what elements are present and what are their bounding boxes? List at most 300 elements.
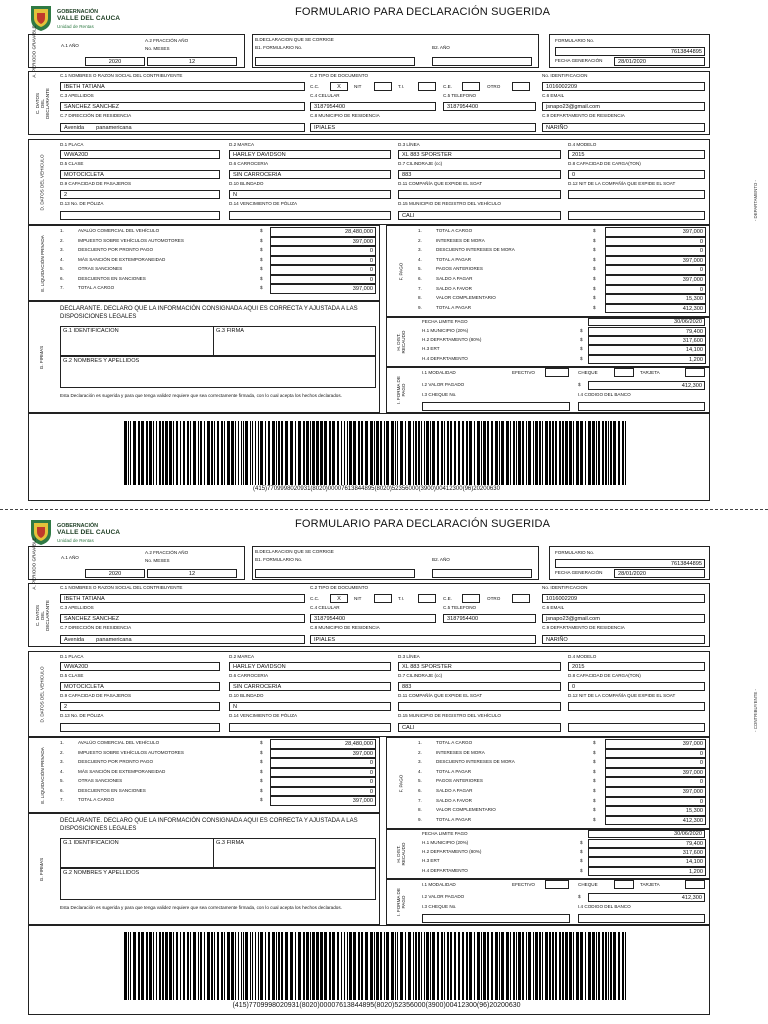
cilindraje-field[interactable]: 883 [398, 682, 561, 691]
barcode-bar [605, 421, 607, 485]
mun-reg-field[interactable]: CALI [398, 723, 561, 732]
apellidos-field[interactable]: SANCHEZ SANCHEZ [60, 614, 305, 623]
depto-field[interactable]: NARIÑO [542, 123, 705, 132]
barcode-bar [432, 421, 435, 485]
pago-row [418, 797, 706, 807]
barcode-bar [176, 421, 178, 485]
row-number: 7. [418, 797, 422, 803]
nit-label: NIT [354, 596, 362, 601]
row-number: 6. [418, 276, 422, 281]
telefono-field[interactable]: 3187954400 [443, 102, 536, 111]
row-number: 3. [418, 759, 422, 765]
mun-reg-label: D.15 MUNICIPIO DE REGISTRO DEL VEHÍCULO [398, 201, 501, 206]
municipio-label: C.8 MUNICIPIO DE RESIDENCIA [310, 113, 380, 118]
meses-label: No. MESES [145, 558, 170, 563]
cheque-no-field[interactable] [422, 914, 570, 923]
barcode-bar [510, 421, 511, 485]
barcode-bar [245, 932, 248, 1000]
barcode-bar [221, 421, 223, 485]
row-number: 2. [418, 237, 422, 243]
email-field[interactable]: jsnapo23@gmail.com [542, 614, 705, 623]
barcode-bar [418, 421, 420, 485]
barcode-bar [622, 932, 624, 1000]
barcode-bar [204, 932, 205, 1000]
currency-sign: $ [580, 849, 583, 855]
barcode-bar [391, 932, 394, 1000]
tarjeta-checkbox[interactable] [685, 368, 705, 377]
otro-checkbox[interactable] [512, 82, 530, 91]
ce-label: C.E. [443, 84, 452, 89]
row-value[interactable]: 79,400 [588, 327, 706, 336]
fraccion-label: A.2 FRACCIÓN AÑO [145, 550, 189, 555]
row-value[interactable]: 397,000 [270, 749, 376, 759]
row-value[interactable]: 0 [605, 749, 706, 759]
barcode-bar [250, 932, 251, 1000]
barcode-bar [518, 421, 521, 485]
pasajeros-field[interactable]: 2 [60, 702, 220, 711]
form-copy-department [0, 0, 768, 505]
pasajeros-field[interactable]: 2 [60, 190, 220, 199]
barcode-bar [149, 932, 152, 1000]
cheque-checkbox[interactable] [614, 368, 634, 377]
row-value[interactable]: 0 [605, 246, 706, 256]
recaudo-row [422, 857, 706, 866]
efectivo-checkbox[interactable] [545, 368, 569, 377]
cheque-no-field[interactable] [422, 402, 570, 411]
barcode-bar [424, 932, 425, 1000]
barcode-bar [384, 421, 385, 485]
soat-field[interactable] [398, 702, 561, 711]
barcode-bar [462, 932, 464, 1000]
recaudo-row [422, 336, 706, 345]
row-value[interactable]: 15,300 [605, 294, 706, 304]
cc-checkbox[interactable]: X [330, 82, 348, 91]
row-number: 6. [60, 275, 64, 281]
barcode-bar [133, 932, 136, 1000]
mun-reg-extra-field[interactable] [568, 211, 705, 220]
poliza-field[interactable] [60, 211, 220, 220]
apellidos-field[interactable]: SANCHEZ SANCHEZ [60, 102, 305, 111]
nit-soat-field[interactable] [568, 702, 705, 711]
barcode-bar [316, 932, 319, 1000]
row-value[interactable]: 0 [270, 777, 376, 787]
row-value[interactable]: 79,400 [588, 839, 706, 848]
row-value[interactable]: 0 [270, 265, 376, 275]
direccion-field[interactable]: Avenida panamericana [60, 635, 305, 644]
currency-sign: $ [593, 788, 596, 793]
linea-field[interactable]: XL 883 SPORSTER [398, 662, 561, 671]
barcode-bar [555, 421, 557, 485]
nombres-field[interactable]: IBETH TATIANA [60, 594, 305, 603]
nit-checkbox[interactable] [374, 82, 392, 91]
email-label: C.6 EMAIL [542, 605, 565, 610]
row-value[interactable]: 397,000 [605, 256, 706, 266]
row-value[interactable]: 0 [270, 787, 376, 797]
telefono-label: C.5 TELEFONO [443, 93, 477, 98]
nit-soat-label: D.12 NIT DE LA COMPAÑÍA QUE EXPIDE EL SOAT [568, 693, 676, 698]
clase-field[interactable]: MOTOCICLETA [60, 170, 220, 179]
row-label: IMPUESTO SOBRE VEHÍCULOS AUTOMOTORES [78, 749, 184, 755]
row-label: MÁS SANCIÓN DE EXTEMPORANEIDAD [78, 768, 166, 774]
barcode-bar [506, 932, 509, 1000]
row-value[interactable]: 0 [270, 256, 376, 266]
nit-soat-field[interactable] [568, 190, 705, 199]
row-value[interactable]: 1,200 [588, 355, 706, 364]
mun-reg-extra-field[interactable] [568, 723, 705, 732]
currency-sign: $ [260, 797, 263, 802]
currency-sign: $ [260, 247, 263, 252]
barcode-bar [405, 932, 406, 1000]
currency-sign: $ [593, 749, 596, 755]
valor-pagado-field[interactable]: 412,300 [588, 381, 705, 390]
barcode-bar [501, 932, 504, 1000]
row-value[interactable]: 14,100 [588, 857, 706, 866]
celular-field[interactable]: 3187954400 [310, 102, 436, 111]
barcode-bar [281, 932, 283, 1000]
barcode-bar [306, 932, 309, 1000]
barcode-bar [200, 421, 202, 485]
g1-label: G.1 IDENTIFICACION [63, 328, 119, 334]
row-label: INTERESES DE MORA [436, 237, 485, 243]
ident-field[interactable]: 1016002209 [542, 82, 705, 91]
row-value[interactable]: 0 [605, 758, 706, 768]
row-value[interactable]: 28,480,000 [270, 227, 376, 237]
row-value[interactable]: 14,100 [588, 345, 706, 354]
barcode-bar [376, 421, 379, 485]
b2-field[interactable] [432, 569, 532, 578]
liquidacion-row [60, 768, 376, 778]
efectivo-checkbox[interactable] [545, 880, 569, 889]
barcode-bar [252, 932, 253, 1000]
section-g-label: G. FIRMAS [39, 345, 45, 369]
row-value[interactable]: 0 [605, 285, 706, 295]
barcode-bar [450, 421, 452, 485]
barcode-bar [128, 932, 129, 1000]
depto-field[interactable]: NARIÑO [542, 635, 705, 644]
barcode-bar [156, 421, 157, 485]
cheque-no-label: I.3 CHEQUE No. [422, 392, 457, 397]
barcode-bar [487, 932, 489, 1000]
row-value[interactable]: 317,600 [588, 336, 706, 345]
barcode-bar [207, 932, 210, 1000]
ti-checkbox[interactable] [418, 82, 436, 91]
email-field[interactable]: jsnapo23@gmail.com [542, 102, 705, 111]
barcode-bar [458, 932, 460, 1000]
row-value[interactable]: 0 [270, 246, 376, 256]
row-label: DESCUENTO INTERESES DE MORA [436, 759, 515, 765]
row-value[interactable]: 0 [605, 797, 706, 807]
barcode-bar [268, 421, 270, 485]
row-value[interactable]: 397,000 [270, 796, 376, 806]
barcode-bar [618, 932, 620, 1000]
nit-checkbox[interactable] [374, 594, 392, 603]
blindado-field[interactable]: N [229, 702, 391, 711]
section-e-label: E. LIQUIDACIÓN PRIVADA [39, 746, 45, 804]
row-number: 5. [60, 778, 64, 783]
carroceria-label: D.6 CARROCERIA [229, 161, 269, 166]
valor-pagado-field[interactable]: 412,300 [588, 893, 705, 902]
barcode-bar [169, 421, 172, 485]
barcode-bar [384, 932, 385, 1000]
barcode-bar [506, 421, 509, 485]
gov-line2: VALLE DEL CAUCA [57, 529, 121, 536]
liquidacion-row [60, 275, 376, 285]
barcode-bar [613, 932, 616, 1000]
currency-sign: $ [593, 304, 596, 310]
anio-field[interactable]: 2020 [85, 569, 145, 578]
tipo-doc-label: C.2 TIPO DE DOCUMENTO [310, 585, 369, 590]
cheque-checkbox[interactable] [614, 880, 634, 889]
ti-checkbox[interactable] [418, 594, 436, 603]
barcode-bar [559, 421, 561, 485]
row-value[interactable]: 397,000 [270, 284, 376, 294]
gov-line3: Unidad de Rentas [57, 538, 94, 543]
row-value[interactable]: 317,600 [588, 848, 706, 857]
row-label: H.2 DEPARTAMENTO (80%) [422, 337, 482, 343]
blindado-field[interactable]: N [229, 190, 391, 199]
currency-sign: $ [593, 285, 596, 291]
row-value[interactable]: 397,000 [605, 768, 706, 778]
clase-label: D.5 CLASE [60, 161, 84, 166]
currency-sign: $ [260, 228, 263, 233]
barcode-bar [450, 932, 452, 1000]
cilindraje-field[interactable]: 883 [398, 170, 561, 179]
row-label: TOTAL A CARGO [436, 740, 473, 745]
barcode-bar [380, 932, 382, 1000]
row-value[interactable]: 0 [270, 758, 376, 768]
barcode-bar [238, 421, 239, 485]
formulario-field[interactable]: 7613844895 [555, 559, 705, 568]
form-copy-contributor [0, 514, 768, 1019]
marca-label: D.2 MARCA [229, 142, 255, 147]
nombres-field[interactable]: IBETH TATIANA [60, 82, 305, 91]
currency-sign: $ [260, 787, 263, 793]
barcode-bar [596, 932, 597, 1000]
ident-field[interactable]: 1016002209 [542, 594, 705, 603]
barcode-bar [324, 932, 327, 1000]
barcode-bar [426, 421, 429, 485]
row-value[interactable]: 397,000 [605, 227, 706, 237]
barcode-bar [245, 421, 248, 485]
row-value[interactable]: 0 [605, 237, 706, 247]
barcode-bar [347, 421, 348, 485]
row-number: 7. [60, 285, 64, 290]
row-label: DESCUENTO INTERESES DE MORA [436, 247, 515, 253]
barcode-bar [569, 421, 572, 485]
row-label: AVALÚO COMERCIAL DEL VEHÍCULO [78, 228, 160, 233]
barcode-bar [374, 932, 375, 1000]
venc-field[interactable] [229, 211, 391, 220]
fecha-gen-field[interactable]: 28/01/2020 [614, 569, 705, 578]
venc-field[interactable] [229, 723, 391, 732]
tarjeta-checkbox[interactable] [685, 880, 705, 889]
barcode-bar [499, 932, 500, 1000]
b1-field[interactable] [255, 57, 415, 66]
pago-row [418, 739, 706, 749]
currency-sign: $ [260, 740, 263, 745]
pago-row [418, 304, 706, 314]
fecha-limite-field[interactable]: 30/06/2020 [588, 830, 705, 838]
recaudo-row [422, 345, 706, 354]
valor-currency: $ [578, 894, 581, 899]
mun-reg-field[interactable]: CALI [398, 211, 561, 220]
meses-field[interactable]: 12 [147, 57, 237, 66]
placa-label: D.1 PLACA [60, 654, 84, 659]
formulario-field[interactable]: 7613844895 [555, 47, 705, 56]
marca-field[interactable]: HARLEY DAVIDSON [229, 662, 391, 671]
row-value[interactable]: 397,000 [605, 739, 706, 749]
barcode-bar [391, 421, 394, 485]
banco-field[interactable] [578, 402, 705, 411]
linea-label: D.3 LÍNEA [398, 654, 420, 659]
liquidacion-row [60, 284, 376, 294]
marca-label: D.2 MARCA [229, 654, 255, 659]
barcode-bar [358, 421, 360, 485]
g2-label: G.2 NOMBRES Y APELLIDOS [63, 358, 140, 364]
cc-checkbox[interactable]: X [330, 594, 348, 603]
modelo-field[interactable]: 2015 [568, 662, 705, 671]
barcode-bar [481, 932, 482, 1000]
row-value[interactable]: 0 [605, 265, 706, 275]
row-number: 9. [418, 304, 422, 310]
row-value[interactable]: 28,480,000 [270, 739, 376, 749]
liquidacion-row [60, 739, 376, 749]
barcode-bar [310, 932, 311, 1000]
meses-field[interactable]: 12 [147, 569, 237, 578]
banco-field[interactable] [578, 914, 705, 923]
placa-field[interactable]: WWA20D [60, 150, 220, 159]
barcode-bar [542, 421, 543, 485]
row-label: SALDO A PAGAR [436, 276, 473, 281]
barcode-bar [329, 421, 331, 485]
fecha-gen-label: FECHA GENERACIÓN [555, 58, 603, 63]
municipio-field[interactable]: IPIALES [310, 123, 536, 132]
barcode-bar [408, 421, 411, 485]
barcode-bar [573, 932, 574, 1000]
row-value[interactable]: 0 [270, 768, 376, 778]
carroceria-field[interactable]: SIN CARROCERIA [229, 170, 391, 179]
barcode-bar [295, 932, 296, 1000]
section-c-label: C. DATOS DEL DECLARANTE [34, 599, 50, 631]
row-value[interactable]: 1,200 [588, 867, 706, 876]
ce-checkbox[interactable] [462, 82, 480, 91]
row-value[interactable]: 397,000 [605, 275, 706, 285]
currency-sign: $ [593, 247, 596, 253]
barcode-bar [241, 932, 242, 1000]
barcode-bar [361, 932, 363, 1000]
soat-field[interactable] [398, 190, 561, 199]
row-value[interactable]: 15,300 [605, 806, 706, 816]
row-label: H.3 ERT [422, 858, 440, 864]
modelo-label: D.4 MODELO [568, 142, 597, 147]
barcode-bar [146, 421, 148, 485]
row-value[interactable]: 412,300 [605, 816, 706, 826]
barcode-bar [165, 932, 168, 1000]
barcode-bar [153, 932, 154, 1000]
fecha-gen-field[interactable]: 28/01/2020 [614, 57, 705, 66]
barcode-bar [221, 932, 223, 1000]
modelo-field[interactable]: 2015 [568, 150, 705, 159]
row-label: DESCUENTO POR PRONTO PAGO [78, 247, 154, 252]
poliza-field[interactable] [60, 723, 220, 732]
clase-label: D.5 CLASE [60, 673, 84, 678]
telefono-field[interactable]: 3187954400 [443, 614, 536, 623]
barcode-text: (415)7709998020931(8020)00007613844895(8020)52356000(3900)00412300(96)20200630 [253, 486, 500, 492]
placa-label: D.1 PLACA [60, 142, 84, 147]
form-title: FORMULARIO PARA DECLARACIÓN SUGERIDA [295, 6, 551, 18]
ce-checkbox[interactable] [462, 594, 480, 603]
barcode-bar [190, 421, 191, 485]
row-value[interactable]: 397,000 [605, 787, 706, 797]
barcode-bar [227, 421, 230, 485]
liquidacion-row [60, 256, 376, 266]
placa-field[interactable]: WWA20D [60, 662, 220, 671]
barcode-bar [613, 421, 616, 485]
fecha-limite-field[interactable]: 30/06/2020 [588, 318, 705, 326]
anio-field[interactable]: 2020 [85, 57, 145, 66]
row-label: MÁS SANCIÓN DE EXTEMPORANEIDAD [78, 256, 166, 262]
municipio-field[interactable]: IPIALES [310, 635, 536, 644]
direccion-field[interactable]: Avenida panamericana [60, 123, 305, 132]
clase-field[interactable]: MOTOCICLETA [60, 682, 220, 691]
carroceria-field[interactable]: SIN CARROCERIA [229, 682, 391, 691]
carga-field[interactable]: 0 [568, 170, 705, 179]
barcode [124, 421, 629, 485]
b2-field[interactable] [432, 57, 532, 66]
barcode-bar [278, 421, 280, 485]
corrige-label: B.DECLARACION QUE SE CORRIGE [255, 549, 334, 554]
currency-sign: $ [593, 778, 596, 784]
linea-field[interactable]: XL 883 SPORSTER [398, 150, 561, 159]
celular-field[interactable]: 3187954400 [310, 614, 436, 623]
barcode-bar [602, 932, 604, 1000]
apellidos-label: C.3 APELLIDOS [60, 605, 94, 610]
row-value[interactable]: 0 [605, 777, 706, 787]
currency-sign: $ [593, 237, 596, 243]
barcode-bar [224, 932, 225, 1000]
barcode-bar [545, 421, 548, 485]
pago-row [418, 806, 706, 816]
row-value[interactable]: 397,000 [270, 237, 376, 247]
cilindraje-label: D.7 CILINDRAJE (cc) [398, 673, 443, 678]
barcode-bar [437, 421, 439, 485]
barcode-bar [518, 932, 521, 1000]
row-number: 1. [60, 228, 64, 233]
barcode-bar [462, 421, 464, 485]
row-value[interactable]: 412,300 [605, 304, 706, 314]
row-label: SALDO A FAVOR [436, 285, 472, 291]
barcode-bar [549, 932, 551, 1000]
row-number: 4. [418, 768, 422, 774]
cilindraje-label: D.7 CILINDRAJE (cc) [398, 161, 443, 166]
b1-label: B1. FORMULARIO No. [255, 45, 303, 50]
barcode-bar [298, 932, 301, 1000]
row-value[interactable]: 0 [270, 275, 376, 285]
otro-checkbox[interactable] [512, 594, 530, 603]
carga-field[interactable]: 0 [568, 682, 705, 691]
barcode-bar [255, 421, 256, 485]
marca-field[interactable]: HARLEY DAVIDSON [229, 150, 391, 159]
barcode-bar [413, 932, 414, 1000]
anio-label: A.1 AÑO [61, 555, 79, 560]
barcode-bar [243, 421, 244, 485]
row-label: TOTAL A PAGAR [436, 768, 472, 774]
barcode-bar [276, 421, 277, 485]
b1-field[interactable] [255, 569, 415, 578]
currency-sign: $ [260, 237, 263, 243]
pago-row [418, 816, 706, 826]
otro-label: OTRO [487, 596, 501, 601]
